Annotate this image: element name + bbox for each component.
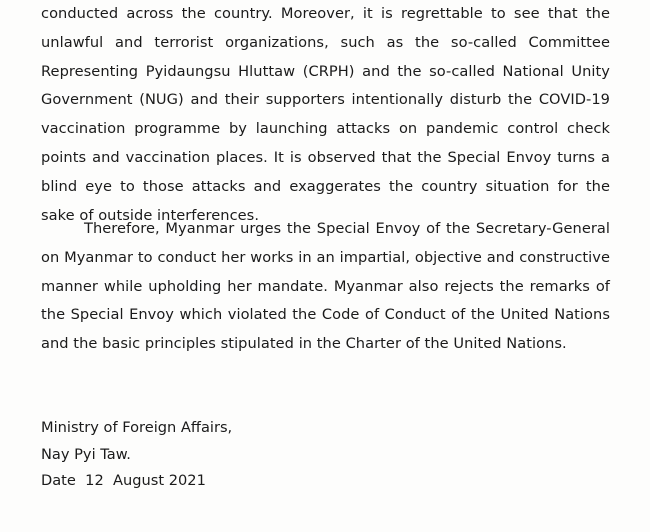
body-paragraph: Therefore, Myanmar urges the Special Envoy of the Secretary-General on Myanmar to conduct her works in an impartial, objective and constructive manner while upholding her mandate. Myanmar also rejects the remarks of the Special Envoy which violated the Code of Conduct of the United Nations and the basic principles stipulated in the Charter of the United Nations. — [41, 220, 610, 353]
closing-block — [41, 415, 232, 495]
body-paragraph: conducted across the country. Moreover, it is regrettable to see that the unlawful and terrorist organizations, such as the so-called Committee Representing Pyidaungsu Hluttaw (CRPH) and the so-called National Unity Government (NUG) and their supporters intentionally disturb the COVID-19 vaccination programme by launching attacks on pandemic control check points and vaccination places. It is observed that the Special Envoy turns a blind eye to those attacks and exaggerates the country situation for the sake of outside interferences. — [41, 5, 610, 224]
issuing-ministry: Ministry of Foreign Affairs, — [41, 419, 233, 436]
issuing-city: Nay Pyi Taw. — [41, 445, 131, 463]
issue-date: Date 12 August 2021 — [41, 472, 206, 489]
